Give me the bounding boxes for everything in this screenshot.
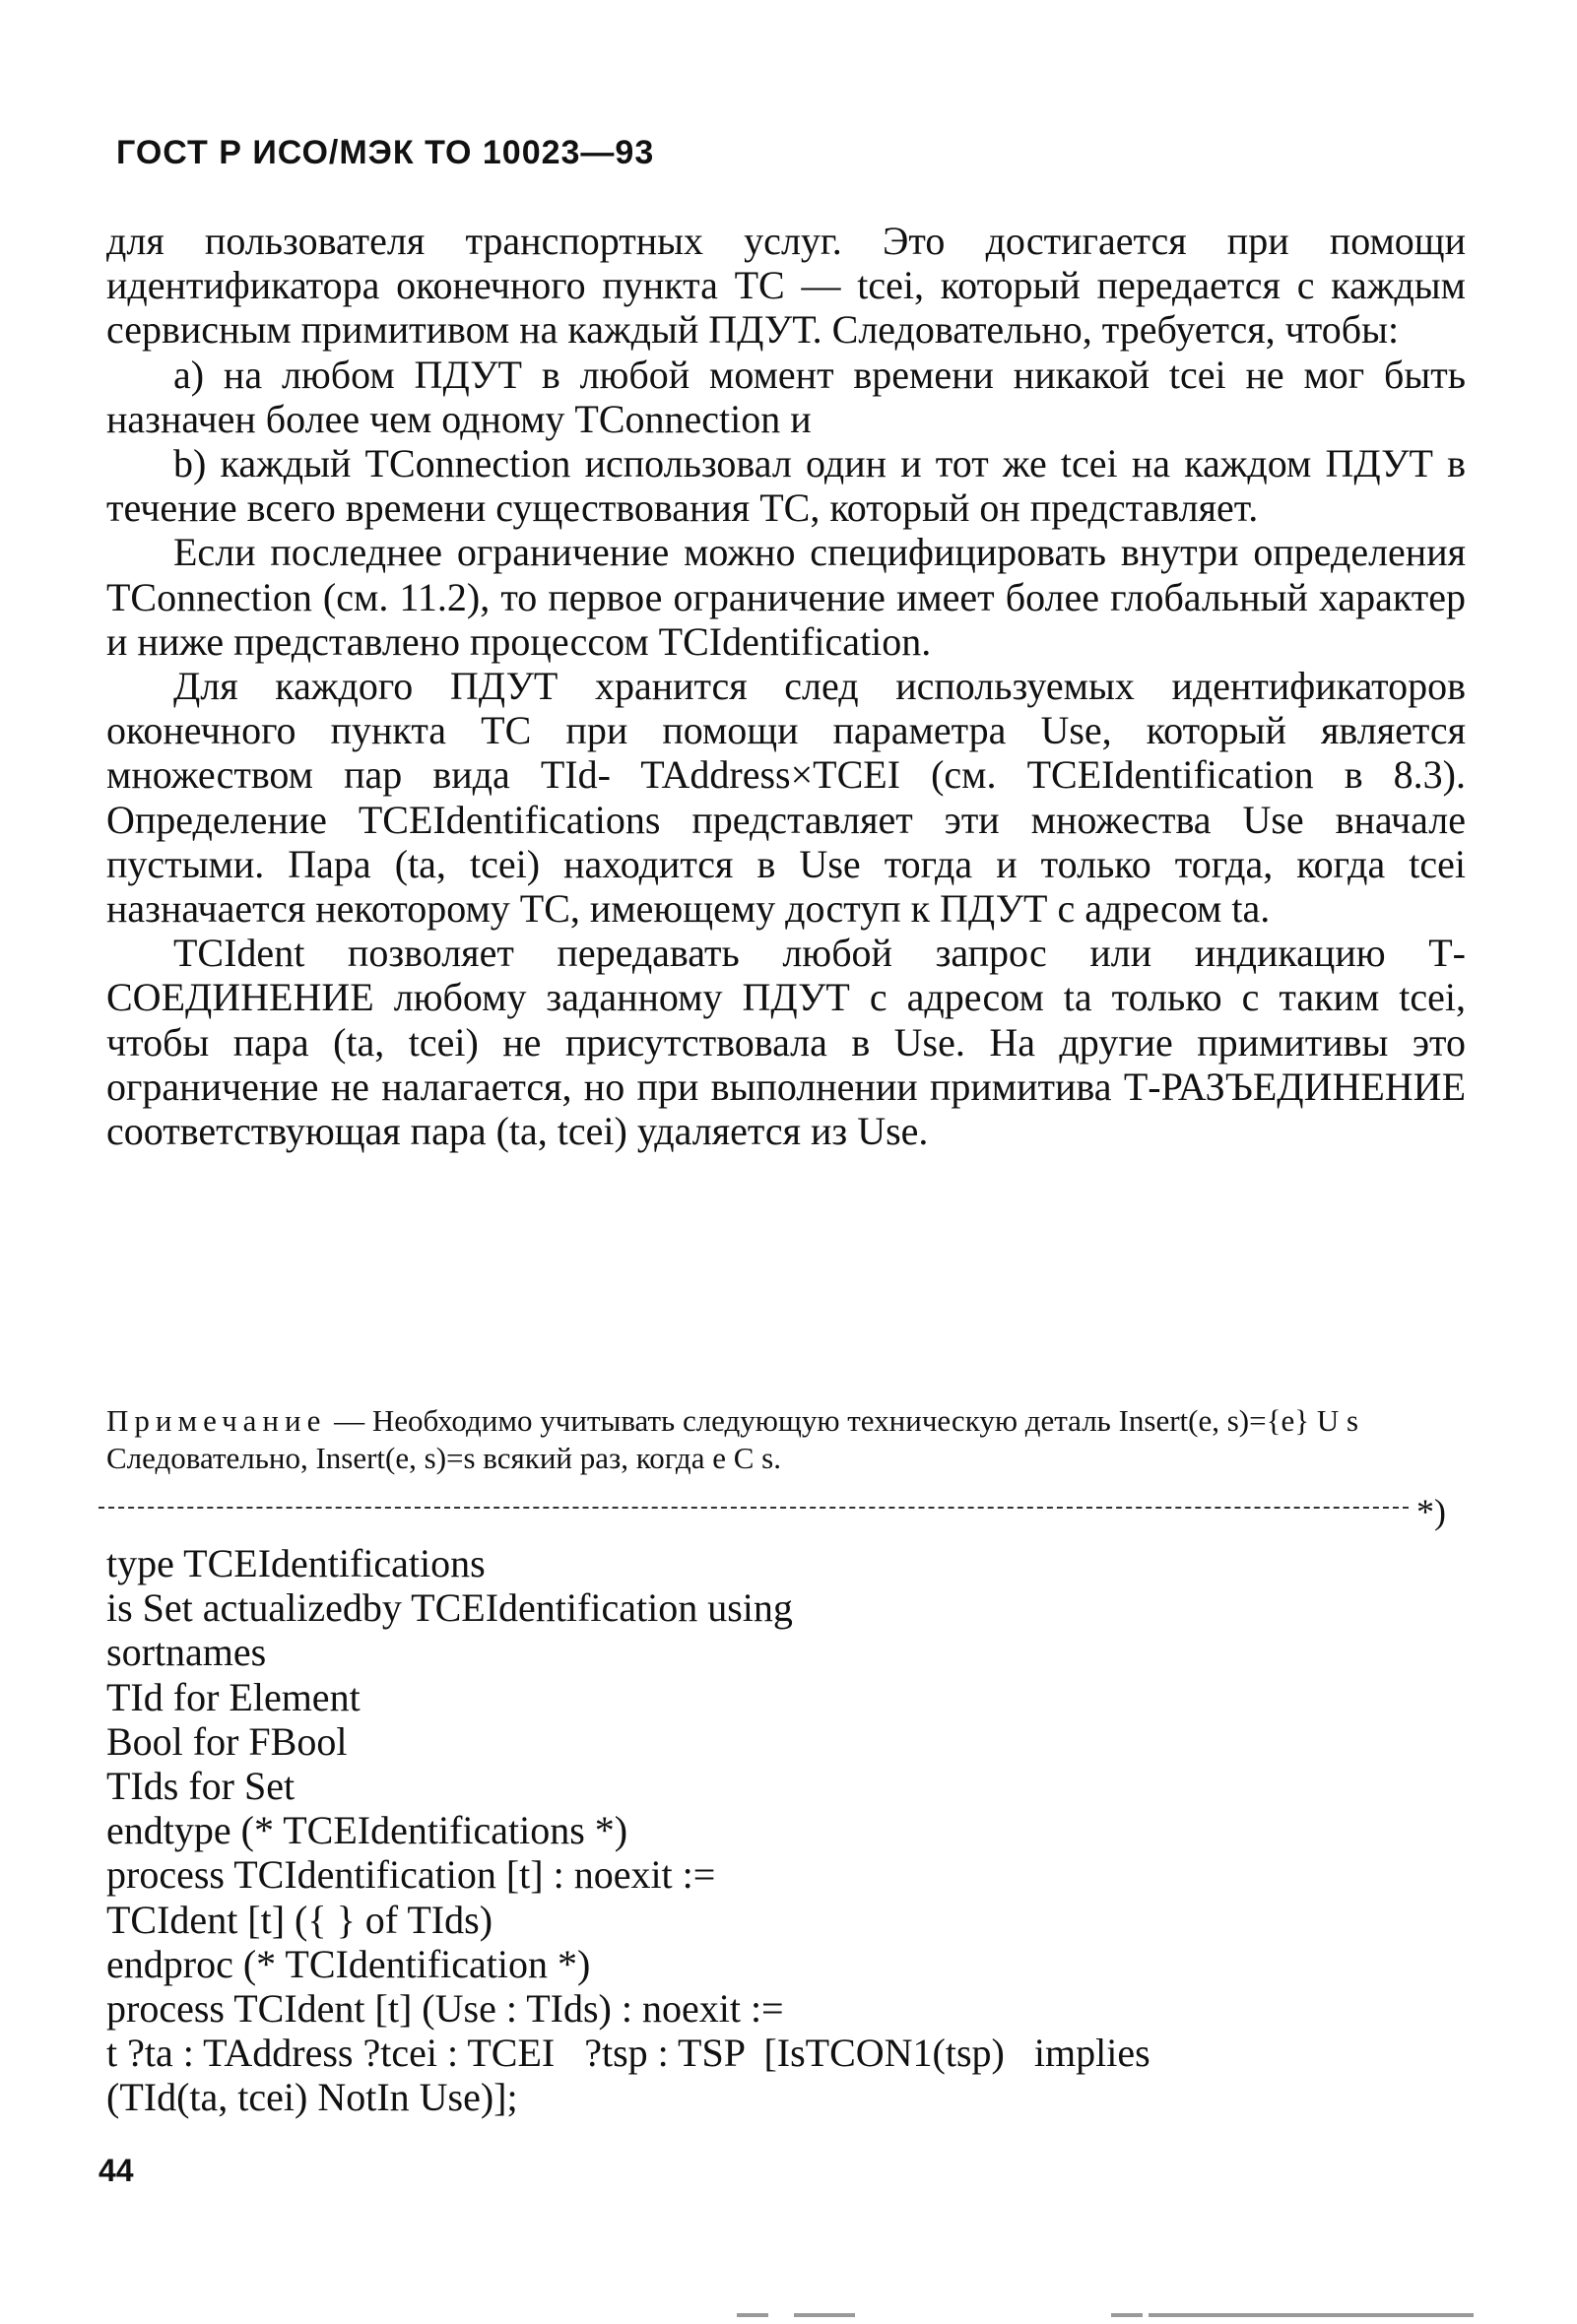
scan-mark (1149, 2313, 1474, 2317)
paragraph: TCIdent позволяет передавать любой запрос или индикацию Т-СОЕДИНЕНИЕ любому заданному ПДУТ с адресом ta только с таким tcei, чтобы пара (ta, tcei) не присутствовала в Use. На другие примитивы это ограничение не налагается, но при выполнении примитива Т-РАЗЪЕДИНЕНИЕ соответствующая пара (ta, tcei) удаляется из Use. (106, 931, 1466, 1154)
code-block (106, 1541, 1476, 2120)
paragraph: а) на любом ПДУТ в любой момент времени никакой tcei не мог быть назначен более чем одному TConnection и (106, 352, 1466, 441)
code-line: (TId(ta, tcei) NotIn Use)]; (106, 2075, 518, 2120)
paragraph: Для каждого ПДУТ хранится след используемых идентификаторов оконечного пункта ТС при помощи параметра Use, который является множеством пар вида TId- TAddress×TCEI (см. TCEIdentification в 8.3). Определение TCEIdentifications представляет эти множества Use вначале пустыми. Пара (ta, tcei) находится в Use тогда и только тогда, когда tcei назначается некоторому ТС, имеющему доступ к ПДУТ с адресом ta. (106, 664, 1466, 932)
scan-mark (737, 2313, 768, 2317)
code-line: process TCIdentification [t] : noexit := (106, 1852, 716, 1898)
code-line: is Set actualizedby TCEIdentification using (106, 1585, 793, 1631)
code-line: TCIdent [t] ({ } of TIds) (106, 1897, 493, 1942)
dashed-divider (99, 1507, 1409, 1509)
code-line: Bool for FBool (106, 1718, 348, 1764)
scan-mark (1111, 2313, 1143, 2317)
code-line: sortnames (106, 1630, 267, 1675)
code-line: process TCIdent [t] (Use : TIds) : noexit := (106, 1986, 784, 2032)
scan-mark (794, 2313, 855, 2317)
code-line: t ?ta : TAddress ?tcei : TCEI ?tsp : TSP [IsTCON1(tsp) implies (106, 2031, 1150, 2076)
note (106, 1402, 1466, 1477)
code-line: endproc (* TCIdentification *) (106, 1941, 591, 1986)
note-label: Примечание (106, 1403, 327, 1438)
note-text: — Необходимо учитывать следующую техническую деталь Insert(e, s)={e} U s Следовательно, Insert(e, s)=s всякий раз, когда e C s. (106, 1403, 1359, 1475)
body-text (106, 219, 1466, 1153)
code-line: type TCEIdentifications (106, 1541, 486, 1585)
paragraph: b) каждый TConnection использовал один и тот же tcei на каждом ПДУТ в течение всего времени существования ТС, который он представляет. (106, 441, 1466, 531)
code-line: endtype (* TCEIdentifications *) (106, 1808, 628, 1853)
code-line: TId for Element (106, 1674, 361, 1719)
paragraph: для пользователя транспортных услуг. Это достигается при помощи идентификатора оконечного пункта ТС — tcei, который передается с каждым сервисным примитивом на каждый ПДУТ. Следовательно, требуется, чтобы: (106, 219, 1466, 353)
paragraph: Если последнее ограничение можно специфицировать внутри определения TConnection (см. 11.2), то первое ограничение имеет более глобальный характер и ниже представлено процессом TCIdentification. (106, 530, 1466, 664)
comment-close: *) (1416, 1492, 1446, 1531)
document-header: ГОСТ Р ИСО/МЭК ТО 10023—93 (116, 134, 655, 171)
code-line: TIds for Set (106, 1764, 296, 1809)
page-number: 44 (99, 2153, 134, 2188)
comment-rule (99, 1492, 1468, 1536)
